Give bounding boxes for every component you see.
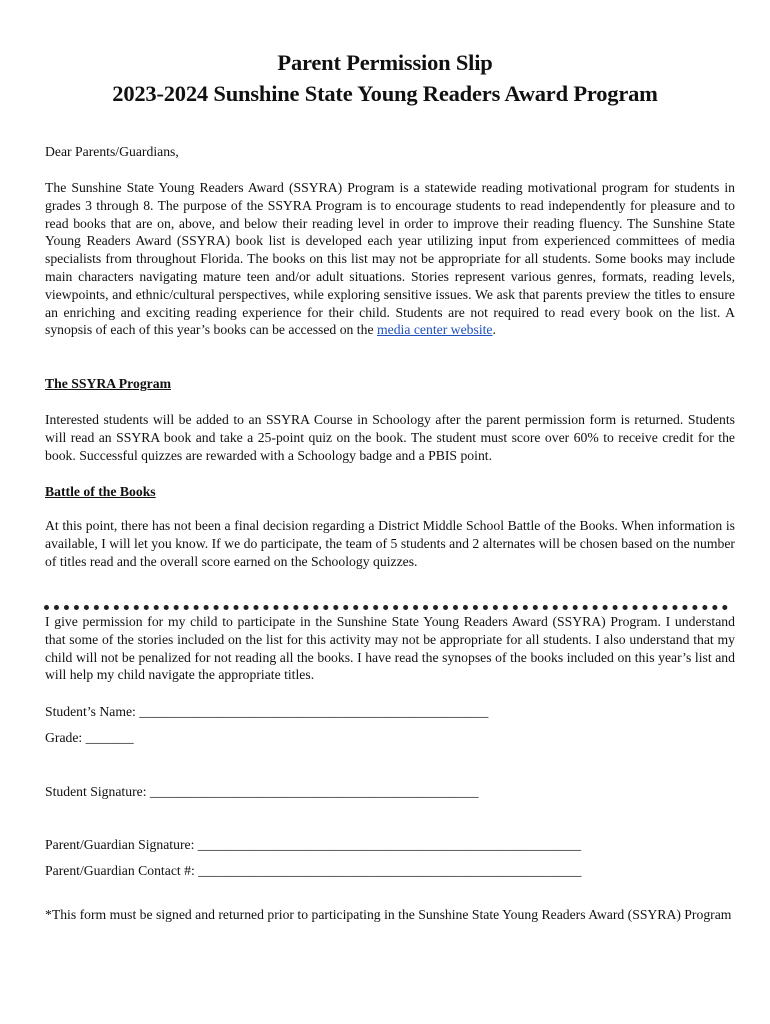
footnote: *This form must be signed and returned prior to participating in the Sunshine State Young Readers Award (SSYRA) Program (45, 907, 732, 922)
battle-heading: Battle of the Books (45, 484, 156, 499)
ssyra-program-paragraph: Interested students will be added to an SSYRA Course in Schoology after the parent permission form is returned. Students will read an SSYRA book and take a 25-point quiz on the book. The student must score over 60% to receive credit for the book. Successful quizzes are rewarded with a Schoology badge and a PBIS point. (45, 412, 735, 463)
intro-text: The Sunshine State Young Readers Award (SSYRA) Program is a statewide reading motivational program for students in grades 3 through 8. The purpose of the SSYRA Program is to encourage students to read independently for pleasure and to read books that are on, above, and below their reading level in order to improve their reading fluency. The Sunshine State Young Readers Award (SSYRA) book list is developed each year utilizing input from experienced committees of media specialists from throughout Florida. The books on this list may not be appropriate for all students. Some books may include main characters navigating mature teen and/or adult situations. Stories represent various genres, formats, reading levels, viewpoints, and ethnic/cultural perspectives, while exploring sensitive issues. We ask that parents preview the titles to ensure an enriching and exciting reading experience for their child. Students are not required to read every book on the list. A synopsis of each of this year’s books can be accessed on the (45, 180, 735, 338)
intro-paragraph (45, 179, 735, 339)
student-signature-field[interactable]: Student Signature: ________________________________________________ (45, 784, 479, 799)
ssyra-program-heading: The SSYRA Program (45, 376, 171, 391)
battle-paragraph: At this point, there has not been a final decision regarding a District Middle School Battle of the Books. When information is available, I will let you know. If we do participate, the team of 5 students and 2 alternates will be chosen based on the number of titles read and the overall score earned on the Schoology quizzes. (45, 518, 735, 569)
media-center-link[interactable]: media center website (376, 322, 493, 338)
parent-signature-field[interactable]: Parent/Guardian Signature: ________________________________________________________ (45, 837, 582, 852)
grade-field[interactable]: Grade: _______ (45, 730, 134, 745)
cut-line-divider (44, 605, 728, 610)
title-line-1: Parent Permission Slip (277, 50, 493, 75)
student-name-field[interactable]: Student’s Name: ___________________________________________________ (45, 704, 489, 719)
parent-contact-field[interactable]: Parent/Guardian Contact #: ________________________________________________________ (45, 863, 582, 878)
intro-end: . (492, 322, 496, 338)
permission-paragraph: I give permission for my child to participate in the Sunshine State Young Readers Award (SSYRA) Program. I understand that some of the stories included on the list for this activity may not be appropriate for all students. I also understand that my child will not be penalized for not reading all the books. I have read the synopses of the books included on this year’s list and will help my child navigate the appropriate titles. (45, 614, 735, 683)
greeting: Dear Parents/Guardians, (45, 144, 179, 159)
title-line-2: 2023-2024 Sunshine State Young Readers Award Program (112, 81, 658, 106)
